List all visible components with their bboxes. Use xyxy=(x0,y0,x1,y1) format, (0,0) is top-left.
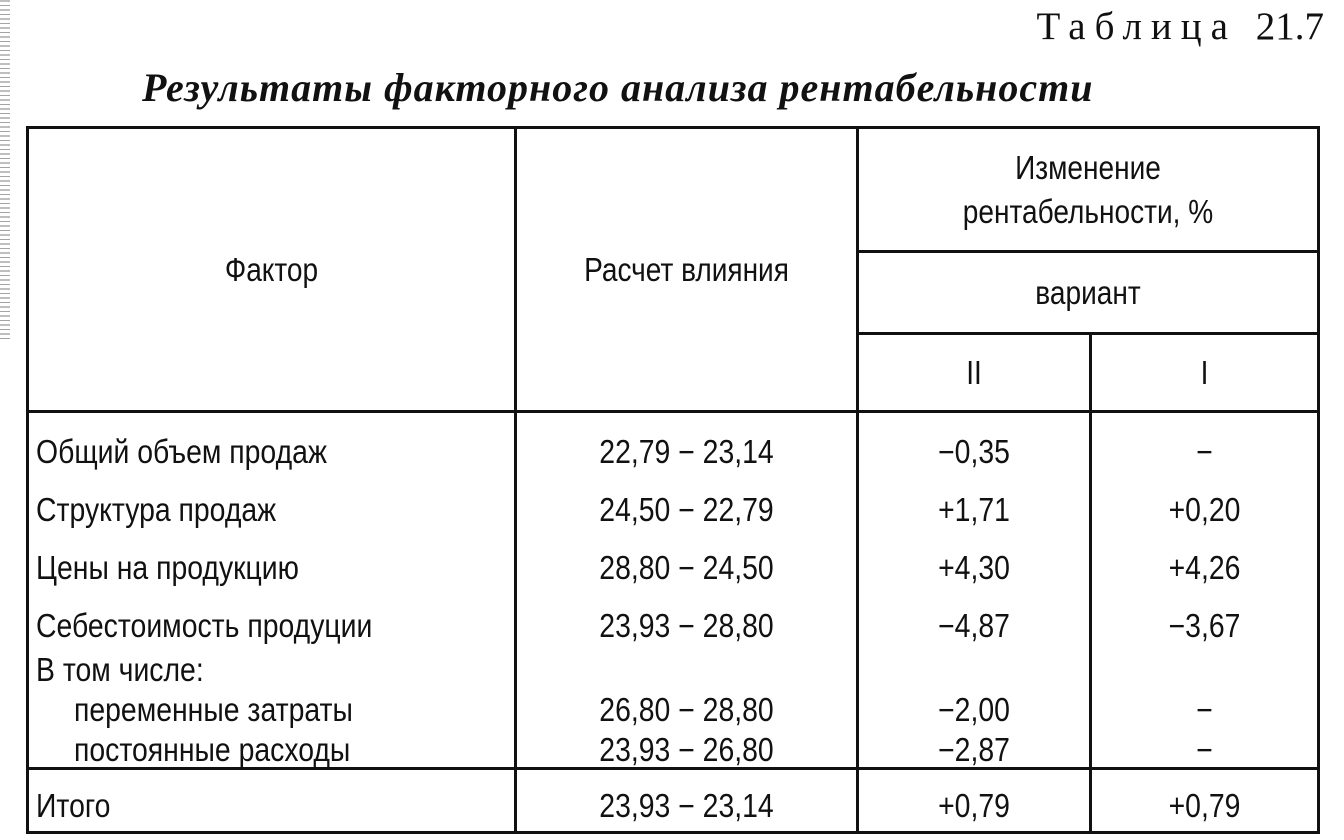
row-factor: Цены на продукцию xyxy=(36,549,299,586)
header-variant: вариант xyxy=(1035,273,1141,311)
header-change-line1: Изменение xyxy=(1015,148,1161,186)
border-left xyxy=(26,126,29,834)
column-divider-1 xyxy=(514,126,517,834)
row-factor: постоянные расходы xyxy=(74,731,351,768)
total-calc: 23,93 − 23,14 xyxy=(599,787,774,824)
header-change xyxy=(893,129,1282,250)
row-factor: Себестоимость продуции xyxy=(36,607,373,644)
table-title: Результаты факторного анализа рентабельности xyxy=(142,65,1094,110)
header-variant-ii: II xyxy=(966,353,982,391)
row-variant-ii: −4,87 xyxy=(938,607,1010,644)
row-variant-i: − xyxy=(1196,433,1213,470)
row-variant-i: +0,20 xyxy=(1168,491,1241,528)
row-factor: Структура продаж xyxy=(36,491,277,528)
header-calculation: Расчет влияния xyxy=(584,250,789,288)
header-variant-i: I xyxy=(1200,353,1209,391)
row-calc: 22,79 − 23,14 xyxy=(599,433,774,470)
row-variant-ii: −0,35 xyxy=(938,433,1010,470)
header-bottom-rule xyxy=(26,410,1320,413)
total-variant-i: +0,79 xyxy=(1168,787,1241,824)
row-factor: Общий объем продаж xyxy=(36,433,327,470)
table-label-number: 21.7 xyxy=(1255,5,1324,48)
row-variant-i: +4,26 xyxy=(1168,549,1241,586)
row-variant-ii: −2,87 xyxy=(938,731,1010,768)
total-factor: Итого xyxy=(36,787,111,824)
factor-analysis-table xyxy=(26,126,1320,836)
header-change-line2: рентабельности, % xyxy=(962,192,1214,230)
border-bottom xyxy=(26,831,1320,834)
table-number-label xyxy=(1036,4,1324,49)
row-calc: 24,50 − 22,79 xyxy=(599,491,774,528)
row-variant-ii: −2,00 xyxy=(938,691,1010,728)
row-variant-ii: +4,30 xyxy=(938,549,1010,586)
total-variant-ii: +0,79 xyxy=(938,787,1010,824)
scan-edge-artifact xyxy=(0,0,10,340)
table-label-word: Таблица xyxy=(1036,5,1237,48)
row-variant-i: − xyxy=(1196,731,1213,768)
row-calc: 23,93 − 28,80 xyxy=(599,607,774,644)
row-calc: 26,80 − 28,80 xyxy=(599,691,774,728)
column-divider-2 xyxy=(856,126,859,834)
row-variant-i: −3,67 xyxy=(1168,607,1241,644)
header-factor: Фактор xyxy=(224,250,319,288)
row-variant-i: − xyxy=(1196,691,1213,728)
border-right xyxy=(1317,126,1320,834)
row-factor: В том числе: xyxy=(36,651,204,688)
column-divider-3 xyxy=(1089,332,1092,834)
row-calc: 28,80 − 24,50 xyxy=(599,549,774,586)
row-variant-ii: +1,71 xyxy=(938,491,1010,528)
row-calc: 23,93 − 26,80 xyxy=(599,731,774,768)
row-factor: переменные затраты xyxy=(74,691,353,728)
